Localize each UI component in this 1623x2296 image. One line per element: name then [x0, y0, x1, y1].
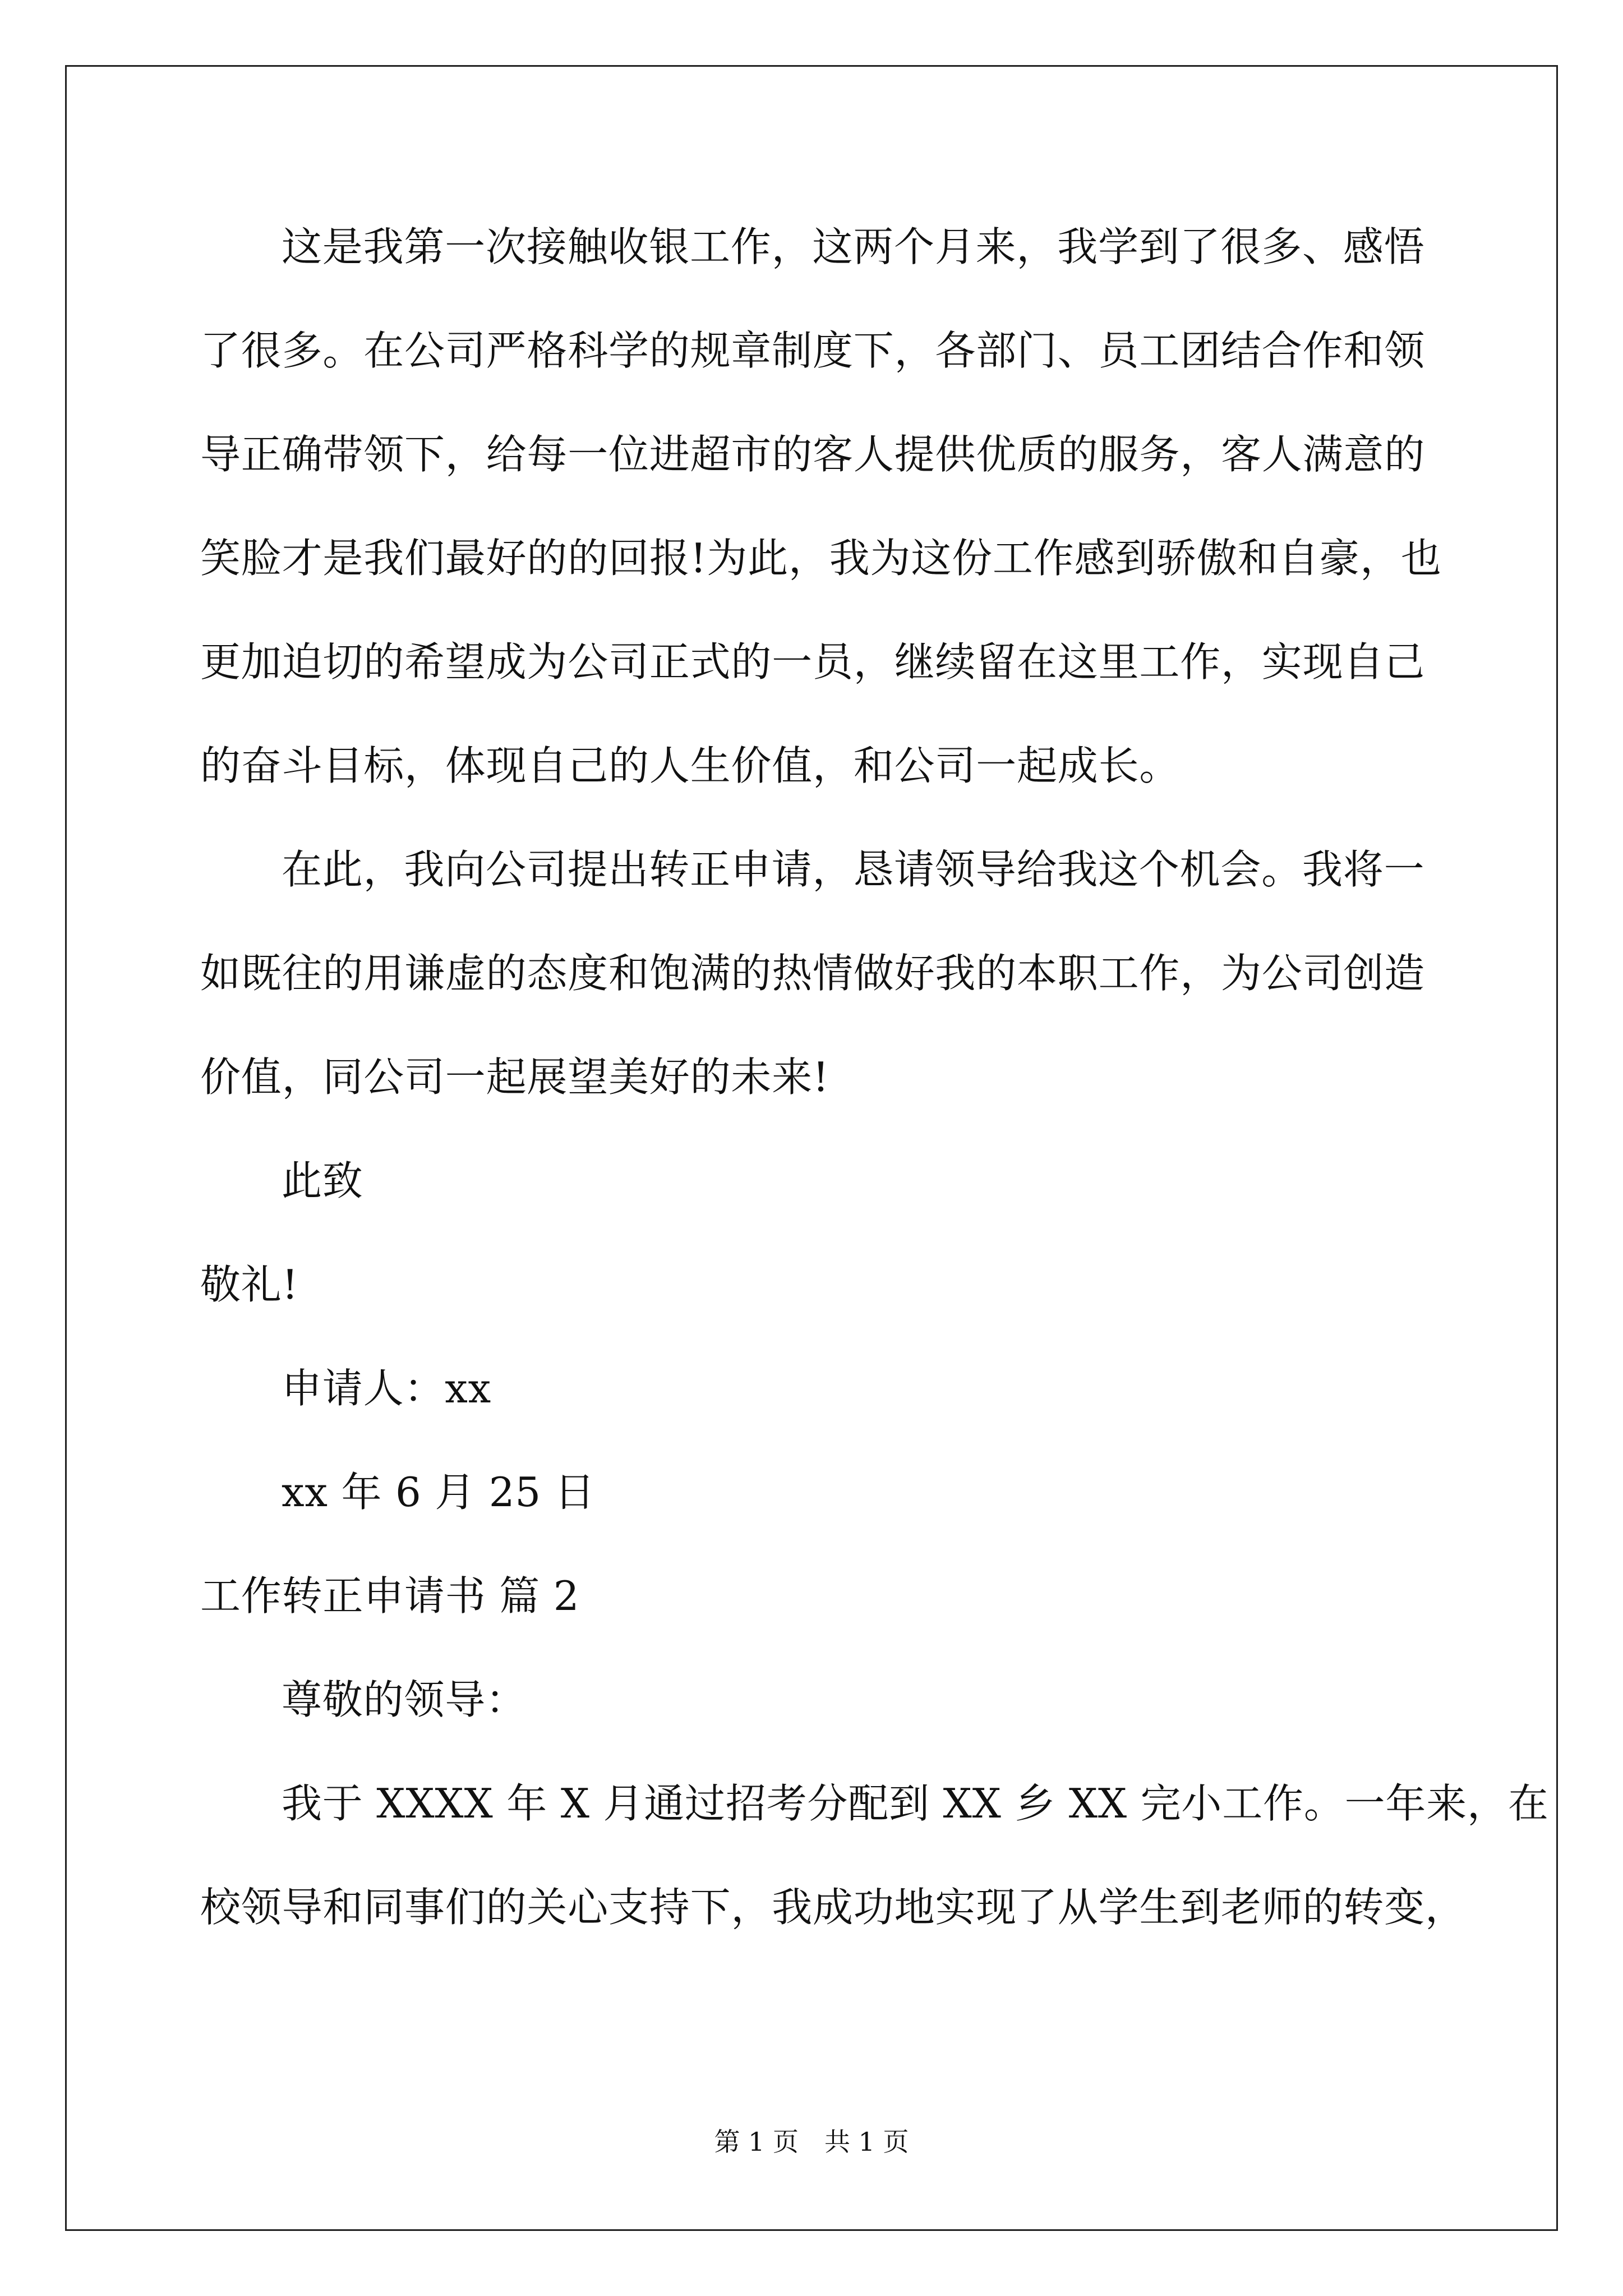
- applicant-signature: 申请人：xx: [282, 1365, 492, 1412]
- paragraph-1-line-4: 笑脸才是我们最好的的回报!为此，我为这份工作感到骄傲和自豪，也: [200, 535, 1442, 582]
- page-number-footer: 第 1 页 共 1 页: [714, 2127, 909, 2157]
- signature-date: xx 年 6 月 25 日: [282, 1469, 596, 1516]
- paragraph-1-line-5: 更加迫切的希望成为公司正式的一员，继续留在这里工作，实现自己: [200, 638, 1426, 685]
- paragraph-2-line-3: 价值，同公司一起展望美好的未来!: [200, 1053, 829, 1101]
- paragraph-1-line-1: 这是我第一次接触收银工作，这两个月来，我学到了很多、感悟: [282, 223, 1425, 270]
- paragraph-1-line-3: 导正确带领下，给每一位进超市的客人提供优质的服务，客人满意的: [200, 431, 1426, 478]
- closing-respect: 敬礼!: [200, 1261, 299, 1308]
- paragraph-3-line-1: 我于 XXXX 年 X 月通过招考分配到 XX 乡 XX 完小工作。一年来，在: [282, 1780, 1549, 1827]
- greeting: 尊敬的领导：: [282, 1676, 527, 1723]
- paragraph-3-line-2: 校领导和同事们的关心支持下，我成功地实现了从学生到老师的转变，: [200, 1884, 1466, 1931]
- closing-salutation: 此致: [282, 1157, 363, 1204]
- paragraph-2-line-2: 如既往的用谦虚的态度和饱满的热情做好我的本职工作，为公司创造: [200, 950, 1426, 997]
- section-title: 工作转正申请书 篇 2: [200, 1572, 580, 1619]
- paragraph-2-line-1: 在此，我向公司提出转正申请，恳请领导给我这个机会。我将一: [282, 846, 1425, 893]
- paragraph-1-line-2: 了很多。在公司严格科学的规章制度下，各部门、员工团结合作和领: [200, 327, 1426, 374]
- paragraph-1-line-6: 的奋斗目标，体现自己的人生价值，和公司一起成长。: [200, 742, 1181, 789]
